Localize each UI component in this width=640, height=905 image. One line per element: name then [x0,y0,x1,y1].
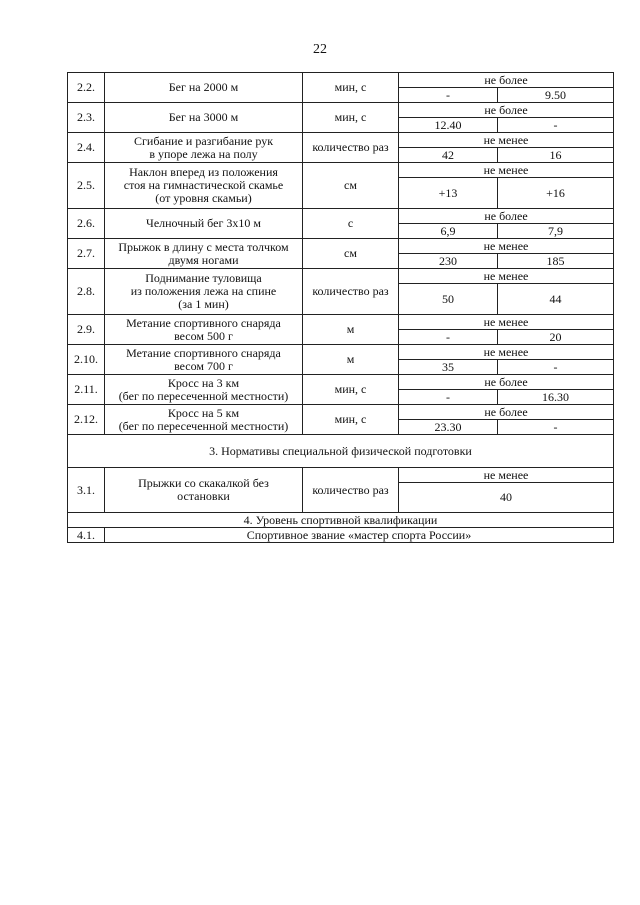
section-3-title: 3. Нормативы специальной физической подготовки [68,435,614,468]
section-row [68,435,614,468]
value-cell-1: 230 [399,254,498,269]
row-number: 2.12. [68,405,105,435]
exercise-name-line: Кросс на 3 км [167,375,240,390]
exercise-name [105,103,303,133]
unit-cell: см [303,239,399,269]
condition-cell: не менее [399,163,614,178]
value-cell-1: 35 [399,360,498,375]
exercise-name-line: Метание спортивного снаряда [126,345,281,360]
row-number: 4.1. [68,528,105,543]
value-cell-1: 6,9 [399,224,498,239]
exercise-name-line: Челночный бег 3х10 м [146,216,261,230]
exercise-name-line: в упоре лежа на полу [149,146,258,161]
condition-cell: не более [399,209,614,224]
exercise-name [105,133,303,163]
table-row [68,405,614,420]
exercise-name-line: двумя ногами [168,252,239,267]
table-row [68,375,614,390]
unit-cell: м [303,315,399,345]
condition-cell: не менее [399,315,614,330]
condition-cell: не менее [399,239,614,254]
value-cell-2: 9.50 [498,88,614,103]
row-number: 2.8. [68,269,105,315]
table-row [68,269,614,284]
row-number: 2.9. [68,315,105,345]
condition-cell: не более [399,375,614,390]
section-4-title: 4. Уровень спортивной квалификации [68,513,614,528]
unit-cell: мин, с [303,405,399,435]
table-row [68,345,614,360]
exercise-name-line: Бег на 3000 м [168,110,239,124]
row-number: 2.4. [68,133,105,163]
exercise-name-line: стоя на гимнастической скамье [123,178,284,192]
exercise-name [105,315,303,345]
exercise-name-line: Сгибание и разгибание рук [133,133,274,148]
unit-cell: мин, с [303,73,399,103]
value-cell-1: 42 [399,148,498,163]
table-row [68,103,614,118]
section-row [68,513,614,528]
table-row [68,239,614,254]
exercise-name-line: (от уровня скамьи) [155,191,252,205]
unit-cell: м [303,345,399,375]
condition-cell: не более [399,103,614,118]
condition-cell: не более [399,405,614,420]
table-row [68,468,614,483]
row-number: 2.11. [68,375,105,405]
exercise-name [105,239,303,269]
row-number: 2.6. [68,209,105,239]
exercise-name [105,73,303,103]
unit-cell: количество раз [303,468,399,513]
condition-cell: не менее [399,345,614,360]
condition-cell: не менее [399,133,614,148]
exercise-name-line: весом 700 г [174,358,233,373]
exercise-name-line: Бег на 2000 м [168,80,239,94]
table-row [68,528,614,543]
unit-cell: мин, с [303,375,399,405]
exercise-name-line: (бег по пересеченной местности) [118,388,289,403]
value-cell-2: 20 [498,330,614,345]
exercise-name-line: весом 500 г [174,328,233,343]
qualification-text: Спортивное звание «мастер спорта России» [105,528,614,543]
exercise-name-line: Поднимание туловища [145,271,262,285]
table-row [68,315,614,330]
exercise-name-line: Прыжки со скакалкой без [138,476,269,490]
exercise-name [105,375,303,405]
condition-cell: не менее [399,269,614,284]
value-cell-2: 16.30 [498,390,614,405]
exercise-name [105,345,303,375]
exercise-name-line: Наклон вперед из положения [129,165,278,179]
row-number: 2.2. [68,73,105,103]
value-cell-1: - [399,88,498,103]
exercise-name [105,269,303,315]
row-number: 3.1. [68,468,105,513]
row-number: 2.5. [68,163,105,209]
condition-cell: не менее [399,468,614,483]
exercise-name-line: Метание спортивного снаряда [126,315,281,330]
value-cell-1: +13 [399,178,498,209]
value-cell-1: - [399,390,498,405]
exercise-name [105,209,303,239]
row-number: 2.3. [68,103,105,133]
row-number: 2.10. [68,345,105,375]
exercise-name-line: Кросс на 5 км [167,405,240,420]
unit-cell: мин, с [303,103,399,133]
norms-table [67,72,614,543]
value-cell: 40 [399,483,614,513]
unit-cell: количество раз [303,269,399,315]
exercise-name [105,405,303,435]
exercise-name-line: (бег по пересеченной местности) [118,418,289,433]
exercise-name-line: остановки [177,489,230,503]
table-row [68,133,614,148]
value-cell-1: - [399,330,498,345]
value-cell-2: +16 [498,178,614,209]
exercise-name [105,163,303,209]
value-cell-1: 50 [399,284,498,315]
table-row [68,163,614,178]
value-cell-1: 23.30 [399,420,498,435]
unit-cell: количество раз [303,133,399,163]
value-cell-2: 16 [498,148,614,163]
exercise-name-line: Прыжок в длину с места толчком [118,239,289,254]
value-cell-2: 185 [498,254,614,269]
value-cell-2: - [498,420,614,435]
condition-cell: не более [399,73,614,88]
page-number: 22 [313,42,327,57]
value-cell-2: - [498,360,614,375]
exercise-name-line: (за 1 мин) [178,297,229,311]
value-cell-2: - [498,118,614,133]
row-number: 2.7. [68,239,105,269]
value-cell-1: 12.40 [399,118,498,133]
unit-cell: см [303,163,399,209]
table-row [68,209,614,224]
exercise-name [105,468,303,513]
value-cell-2: 7,9 [498,224,614,239]
unit-cell: с [303,209,399,239]
table-row [68,73,614,88]
value-cell-2: 44 [498,284,614,315]
exercise-name-line: из положения лежа на спине [130,284,277,298]
